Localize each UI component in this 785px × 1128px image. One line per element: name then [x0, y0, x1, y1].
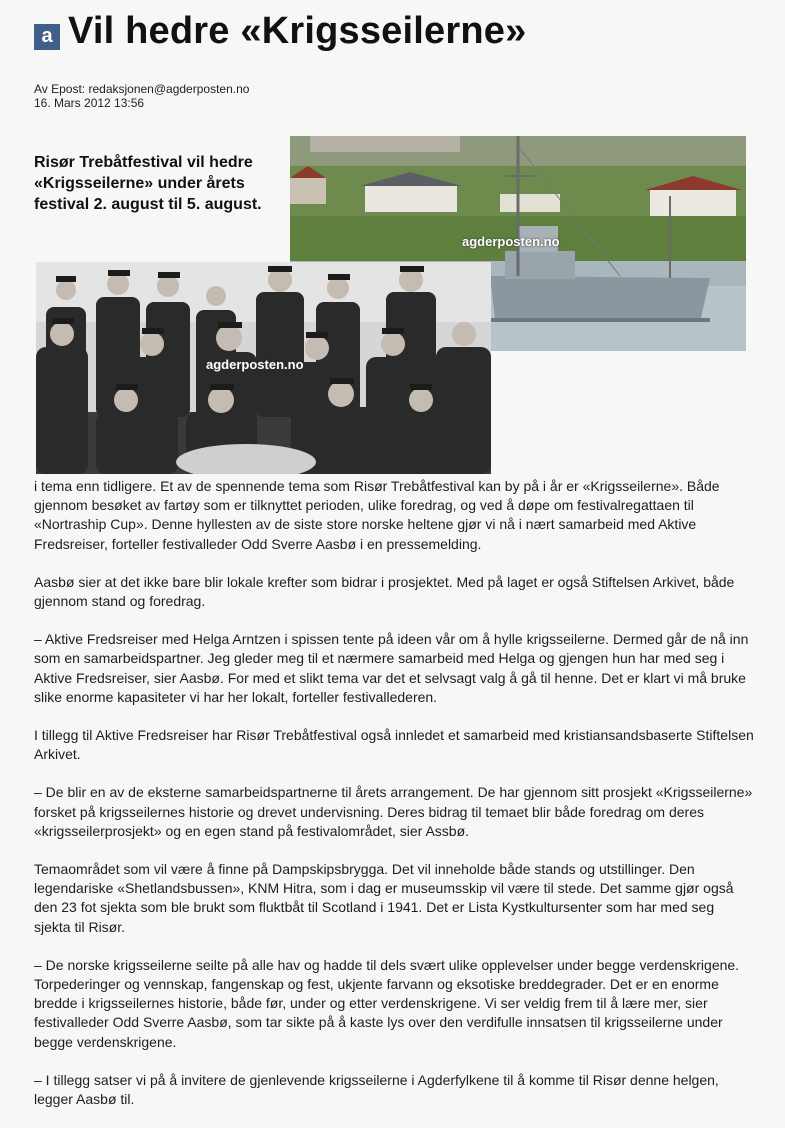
newspaper-logo-badge: a [34, 24, 60, 50]
article-body [34, 477, 754, 1128]
article-paragraph: – Aktive Fredsreiser med Helga Arntzen i spissen tente på ideen vår om å hylle krigsseilerne. Dermed går de nå inn som en samarbeidspartner. Jeg gleder meg til et nærmere samarbeid med Helga og gjengen hun har med seg i Aktive Fredsreiser, sier Aasbø. For med et slikt tema var det et selvsagt valg å gå til henne. Det er klart vi må bruke slike enorme kapasiteter vi har her lokalt, forteller festivallederen. [34, 631, 749, 705]
publish-date: 16. Mars 2012 13:56 [34, 96, 145, 110]
byline: Av Epost: redaksjonen@agderposten.no [34, 82, 250, 96]
article-paragraph: – De norske krigsseilerne seilte på alle hav og hadde til dels svært ulike opplevelser under begge verdenskrigene. Torpederinger og vennskap, fangenskap og fest, ukjente farvann og eksotiske breddegrader. Det er en enorme bredde i krigsseilernes historie, både før, under og etter verdenskrigene. Vi ser veldig frem til å lære mer, sier festivalleder Odd Sverre Aasbø, som tar sikte på å kaste lys over den verdifulle innsatsen til krigsseilerne under begge verdenskrigene. [34, 956, 740, 1050]
article-paragraph: I tillegg til Aktive Fredsreiser har Risør Trebåtfestival også innledet et samarbeid med kristiansandsbaserte Stiftelsen Arkivet. [34, 727, 754, 763]
sailors-group-photo [36, 262, 491, 474]
article-paragraph: – I tillegg satser vi på å invitere de gjenlevende krigsseilerne i Agderfylkene til å komme til Risør denne helgen, legger Aasbø til. [34, 1071, 719, 1108]
article-paragraph: – De blir en av de eksterne samarbeidspartnerne til årets arrangement. De har gjennom sitt prosjekt «Krigsseilerne» forsket på krigsseilernes historie og drevet undervisning. Deres bidrag til temaet blir både foredrag om deres «krigsseilerprosjekt» og en egen stand på festivalområdet, sier Assbø. [34, 784, 753, 839]
article-title: Vil hedre «Krigsseilerne» [68, 10, 527, 52]
article-paragraph: Temaområdet som vil være å finne på Dampskipsbrygga. Det vil inneholde både stands og utstillinger. Den legendariske «Shetlandsbussen», KNM Hitra, som i dag er museumsskip vil være til stede. Det samme gjør også den 23 fot sjekta som ble brukt som fluktbåt til Scotland i 1941. Det er Lista Kystkultursenter som har med seg sjekta til Risør. [34, 861, 734, 935]
article-paragraph: Aasbø sier at det ikke bare blir lokale krefter som bidrar i prosjektet. Med på laget er også Stiftelsen Arkivet, både gjennom stand og foredrag. [34, 573, 735, 610]
article-meta [34, 82, 249, 110]
article-lead: Risør Trebåtfestival vil hedre «Krigsseilerne» under årets festival 2. august til 5. august. [34, 154, 262, 213]
photo-watermark: agderposten.no [462, 234, 560, 249]
photo-watermark: agderposten.no [206, 357, 304, 372]
article-paragraph: i tema enn tidligere. Et av de spennende tema som Risør Trebåtfestival kan by på i år er «Krigsseilerne». Både gjennom besøket av fartøy som er tilknyttet perioden, ulike foredrag, og ved å døpe om festivalregattaen til «Nortraship Cup». Denne hyllesten av de siste store norske heltene gjør vi nå i nært samarbeid med Aktive Fredsreiser, forteller festivalleder Odd Sverre Aasbø i en pressemelding. [34, 478, 720, 552]
